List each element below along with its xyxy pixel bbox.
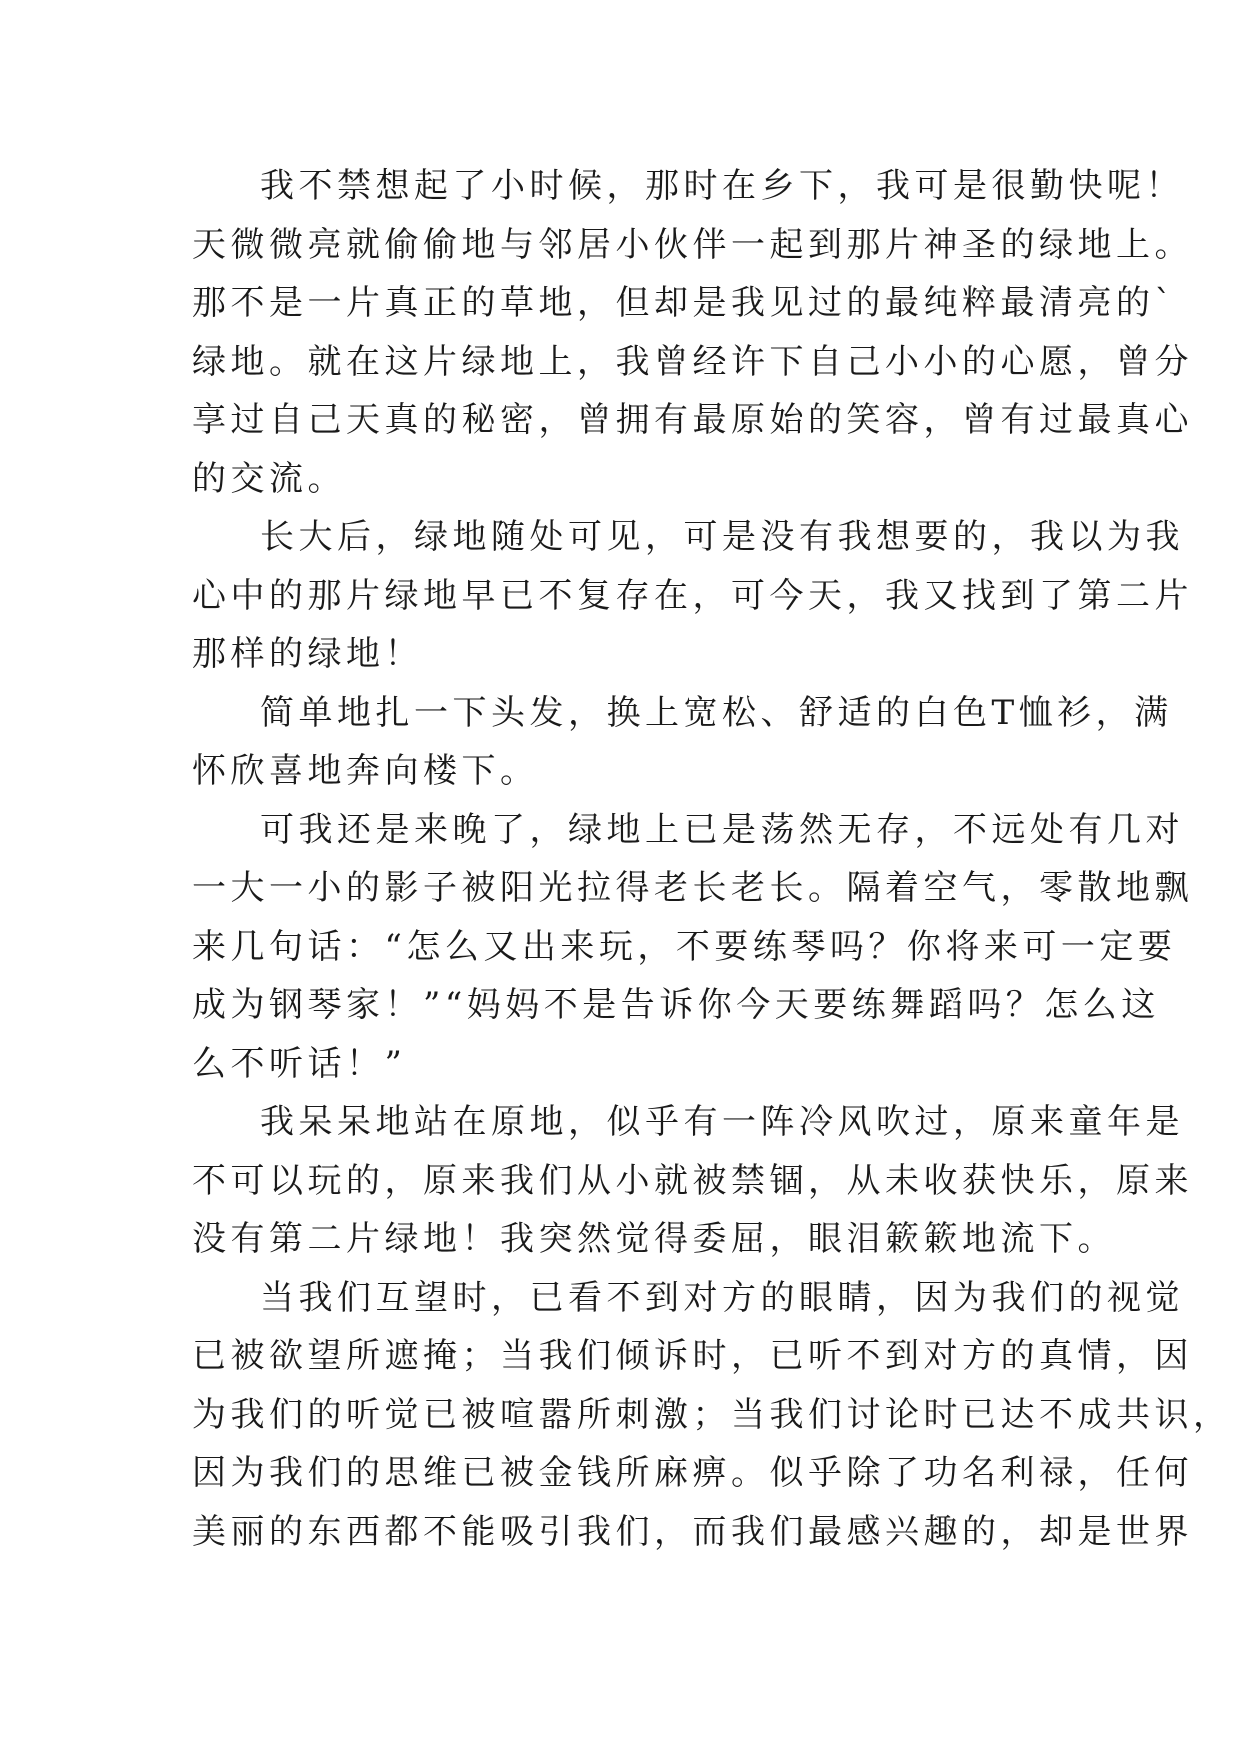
- text-line: 绿地。就在这片绿地上，我曾经许下自己小小的心愿，曾分: [192, 341, 1193, 382]
- text-line: 我不禁想起了小时候，那时在乡下，我可是很勤快呢！: [260, 166, 1184, 206]
- text-line: 天微微亮就偷偷地与邻居小伙伴一起到那片神圣的绿地上。: [192, 224, 1193, 265]
- text-line: 为我们的听觉已被喧嚣所刺激；当我们讨论时已达不成共识，: [192, 1394, 1232, 1435]
- text-line: 我呆呆地站在原地，似乎有一阵冷风吹过，原来童年是: [260, 1102, 1184, 1142]
- text-line: 心中的那片绿地早已不复存在，可今天，我又找到了第二片: [192, 575, 1193, 616]
- text-line: 享过自己天真的秘密，曾拥有最原始的笑容，曾有过最真心: [192, 400, 1193, 440]
- text-line: 那不是一片真正的草地，但却是我见过的最纯粹最清亮的`: [192, 283, 1176, 323]
- text-line: 怀欣喜地奔向楼下。: [192, 751, 539, 791]
- text-line: 没有第二片绿地！我突然觉得委屈，眼泪簌簌地流下。: [192, 1219, 1116, 1259]
- text-line: 的交流。: [192, 458, 346, 499]
- text-line: 那样的绿地！: [192, 634, 423, 674]
- text-line: 因为我们的思维已被金钱所麻痹。似乎除了功名利禄，任何: [192, 1453, 1193, 1493]
- text-line: 简单地扎一下头发，换上宽松、舒适的白色T恤衫，满: [260, 692, 1173, 733]
- text-line: 么不听话！”: [192, 1043, 407, 1084]
- text-line: 长大后，绿地随处可见，可是没有我想要的，我以为我: [260, 517, 1184, 557]
- text-line: 美丽的东西都不能吸引我们，而我们最感兴趣的，却是世界: [192, 1511, 1193, 1552]
- text-line: 当我们互望时，已看不到对方的眼睛，因为我们的视觉: [260, 1277, 1184, 1318]
- text-line: 来几句话：“怎么又出来玩，不要练琴吗？你将来可一定要: [192, 926, 1177, 967]
- essay-body: [192, 157, 1232, 1561]
- text-line: 一大一小的影子被阳光拉得老长老长。隔着空气，零散地飘: [192, 868, 1193, 908]
- text-line: 已被欲望所遮掩；当我们倾诉时，已听不到对方的真情，因: [192, 1336, 1193, 1376]
- text-line: 成为钢琴家！”“妈妈不是告诉你今天要练舞蹈吗？怎么这: [192, 985, 1160, 1025]
- text-line: 可我还是来晚了，绿地上已是荡然无存，不远处有几对: [260, 809, 1184, 850]
- text-line: 不可以玩的，原来我们从小就被禁锢，从未收获快乐，原来: [192, 1160, 1193, 1201]
